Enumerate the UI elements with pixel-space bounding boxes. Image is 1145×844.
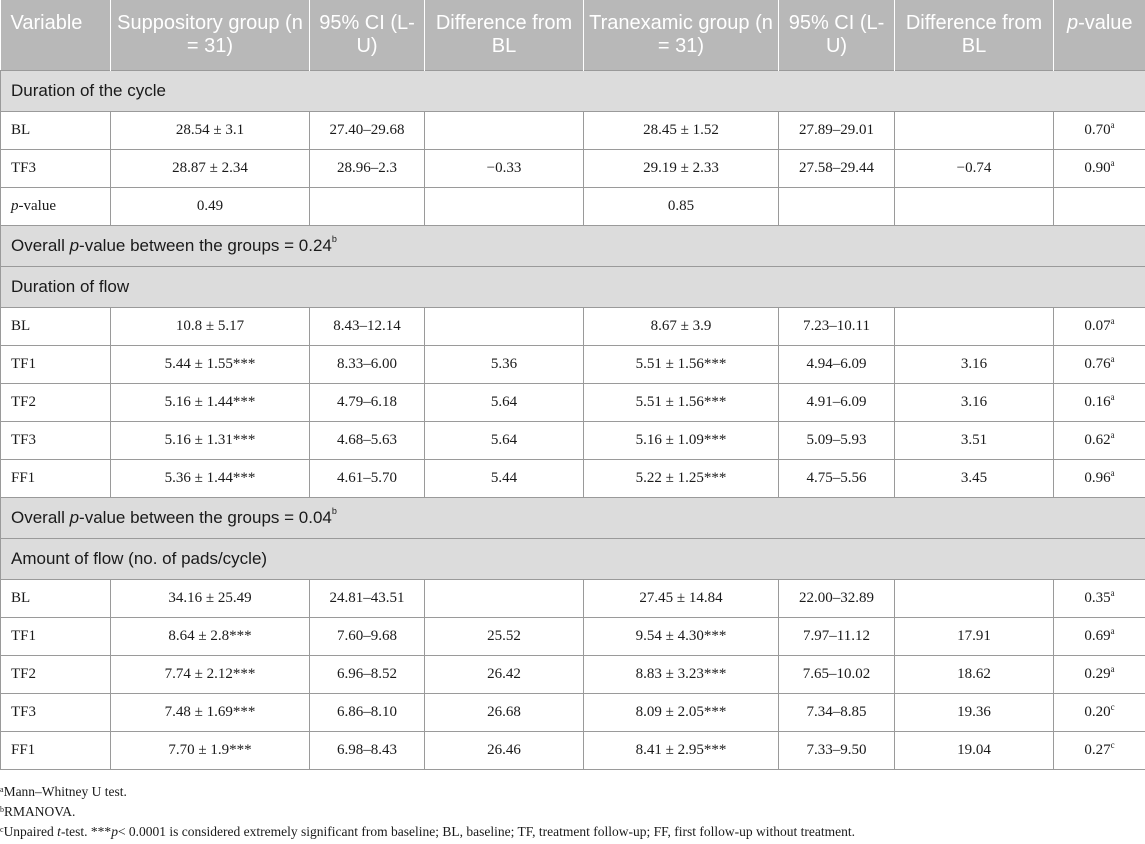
difference-1-value xyxy=(425,307,584,345)
row-label: FF1 xyxy=(1,459,111,497)
ci-2-value: 7.65–10.02 xyxy=(779,655,895,693)
p-value xyxy=(1054,693,1145,731)
difference-2-value: 3.45 xyxy=(895,459,1054,497)
ci-1-value: 6.98–8.43 xyxy=(310,731,425,769)
footnote-a-marker: a xyxy=(0,785,4,794)
difference-1-value: 5.64 xyxy=(425,383,584,421)
ci-2-value: 7.23–10.11 xyxy=(779,307,895,345)
overall-prefix: Overall xyxy=(11,235,70,255)
difference-2-value xyxy=(895,187,1054,225)
footnotes xyxy=(0,782,855,842)
difference-2-value: 3.51 xyxy=(895,421,1054,459)
table-header xyxy=(1,0,1145,70)
ci-1-value: 6.86–8.10 xyxy=(310,693,425,731)
p-value-number: 0.70 xyxy=(1084,121,1111,138)
ci-1-value: 4.68–5.63 xyxy=(310,421,425,459)
row-label: TF3 xyxy=(1,693,111,731)
table-row xyxy=(1,307,1145,345)
overall-p-italic: p xyxy=(69,235,80,255)
difference-1-value: 5.64 xyxy=(425,421,584,459)
footnote-c-p: p xyxy=(111,824,118,839)
suppository-value: 5.16 ± 1.44*** xyxy=(111,383,310,421)
ci-2-value: 4.91–6.09 xyxy=(779,383,895,421)
suppository-value: 34.16 ± 25.49 xyxy=(111,579,310,617)
p-value-number: 0.62 xyxy=(1084,431,1111,448)
footnote-c-pre: Unpaired xyxy=(3,824,58,839)
section-header-row xyxy=(1,266,1145,307)
suppository-value: 0.49 xyxy=(111,187,310,225)
p-value-number: 0.35 xyxy=(1084,589,1111,606)
overall-p-text xyxy=(1,497,1145,538)
ci-2-value: 27.58–29.44 xyxy=(779,149,895,187)
suppository-value: 10.8 ± 5.17 xyxy=(111,307,310,345)
difference-1-value: 26.42 xyxy=(425,655,584,693)
row-label: TF2 xyxy=(1,655,111,693)
difference-1-value: 26.46 xyxy=(425,731,584,769)
difference-2-value: 17.91 xyxy=(895,617,1054,655)
tranexamic-value: 29.19 ± 2.33 xyxy=(584,149,779,187)
header-variable xyxy=(1,0,111,70)
section-header-row xyxy=(1,538,1145,579)
suppository-value: 5.16 ± 1.31*** xyxy=(111,421,310,459)
ci-2-value: 5.09–5.93 xyxy=(779,421,895,459)
p-value-number: 0.29 xyxy=(1084,665,1111,682)
header-ci-2-label: 95% CI (L-U) xyxy=(788,12,885,57)
suppository-value: 28.54 ± 3.1 xyxy=(111,111,310,149)
row-label-rest: -value xyxy=(18,197,56,214)
tranexamic-value: 5.51 ± 1.56*** xyxy=(584,345,779,383)
table-row xyxy=(1,383,1145,421)
p-value xyxy=(1054,421,1145,459)
header-difference-1 xyxy=(425,0,584,70)
p-value xyxy=(1054,617,1145,655)
footnote-a-text: Mann–Whitney U test. xyxy=(3,784,127,799)
p-value-test-marker: a xyxy=(1110,587,1115,598)
table-row xyxy=(1,421,1145,459)
footnote-c-rest: < 0.0001 is considered extremely significant from baseline; BL, baseline; TF, treatment follow-up; FF, first follow-up without treatment. xyxy=(117,824,855,839)
overall-marker: b xyxy=(331,505,337,516)
p-value-number: 0.90 xyxy=(1084,159,1111,176)
p-value-test-marker: a xyxy=(1110,119,1115,130)
table-row xyxy=(1,187,1145,225)
row-label xyxy=(1,187,111,225)
p-value-number: 0.07 xyxy=(1084,317,1111,334)
p-value xyxy=(1054,459,1145,497)
p-value xyxy=(1054,111,1145,149)
table-row xyxy=(1,579,1145,617)
suppository-value: 7.70 ± 1.9*** xyxy=(111,731,310,769)
ci-2-value: 7.34–8.85 xyxy=(779,693,895,731)
ci-1-value: 27.40–29.68 xyxy=(310,111,425,149)
tranexamic-value: 8.83 ± 3.23*** xyxy=(584,655,779,693)
table-row xyxy=(1,617,1145,655)
overall-p-italic: p xyxy=(69,507,80,527)
difference-2-value: 3.16 xyxy=(895,383,1054,421)
p-value-test-marker: a xyxy=(1110,391,1115,402)
difference-1-value: −0.33 xyxy=(425,149,584,187)
p-value-test-marker: c xyxy=(1110,739,1115,750)
row-label: TF1 xyxy=(1,617,111,655)
difference-2-value: 19.36 xyxy=(895,693,1054,731)
tranexamic-value: 5.16 ± 1.09*** xyxy=(584,421,779,459)
p-value-number: 0.76 xyxy=(1084,355,1111,372)
header-suppository-group xyxy=(111,0,310,70)
table-row xyxy=(1,459,1145,497)
p-value xyxy=(1054,731,1145,769)
row-label: TF3 xyxy=(1,149,111,187)
footnote-c-marker: c xyxy=(0,825,4,834)
ci-1-value: 24.81–43.51 xyxy=(310,579,425,617)
ci-1-value: 8.33–6.00 xyxy=(310,345,425,383)
difference-1-value xyxy=(425,187,584,225)
overall-marker: b xyxy=(331,233,337,244)
header-p-value xyxy=(1054,0,1145,70)
p-value-test-marker: a xyxy=(1110,467,1115,478)
p-value-number: 0.20 xyxy=(1084,703,1111,720)
footnote-c xyxy=(0,822,855,842)
header-tranexamic-group xyxy=(584,0,779,70)
overall-p-row xyxy=(1,497,1145,538)
difference-1-value: 5.36 xyxy=(425,345,584,383)
footnote-b-marker: b xyxy=(0,805,4,814)
table-row xyxy=(1,111,1145,149)
difference-2-value: 3.16 xyxy=(895,345,1054,383)
p-value-test-marker: a xyxy=(1110,315,1115,326)
difference-2-value: 18.62 xyxy=(895,655,1054,693)
table-row xyxy=(1,731,1145,769)
overall-rest: -value between the groups = 0.24 xyxy=(79,235,332,255)
row-label: TF2 xyxy=(1,383,111,421)
table-row xyxy=(1,693,1145,731)
overall-p-row xyxy=(1,225,1145,266)
ci-2-value xyxy=(779,187,895,225)
difference-1-value: 26.68 xyxy=(425,693,584,731)
suppository-value: 8.64 ± 2.8*** xyxy=(111,617,310,655)
footnote-c-t: t xyxy=(57,824,61,839)
p-value xyxy=(1054,383,1145,421)
suppository-value: 7.74 ± 2.12*** xyxy=(111,655,310,693)
header-difference-1-label: Difference from BL xyxy=(435,12,573,57)
tranexamic-value: 0.85 xyxy=(584,187,779,225)
difference-1-value xyxy=(425,111,584,149)
header-ci-1 xyxy=(310,0,425,70)
row-label: BL xyxy=(1,111,111,149)
overall-p-text xyxy=(1,225,1145,266)
p-value xyxy=(1054,187,1145,225)
p-value xyxy=(1054,149,1145,187)
p-value xyxy=(1054,579,1145,617)
p-value xyxy=(1054,345,1145,383)
p-value-number: 0.96 xyxy=(1084,469,1111,486)
overall-rest: -value between the groups = 0.04 xyxy=(79,507,332,527)
header-variable-label: Variable xyxy=(10,12,83,34)
tranexamic-value: 8.67 ± 3.9 xyxy=(584,307,779,345)
tranexamic-value: 5.22 ± 1.25*** xyxy=(584,459,779,497)
header-ci-1-label: 95% CI (L-U) xyxy=(319,12,415,57)
ci-1-value: 8.43–12.14 xyxy=(310,307,425,345)
table-row xyxy=(1,655,1145,693)
header-ci-2 xyxy=(779,0,895,70)
ci-1-value: 7.60–9.68 xyxy=(310,617,425,655)
p-value-number: 0.69 xyxy=(1084,627,1111,644)
row-label: TF3 xyxy=(1,421,111,459)
suppository-value: 28.87 ± 2.34 xyxy=(111,149,310,187)
header-difference-2-label: Difference from BL xyxy=(905,12,1043,57)
section-title: Duration of flow xyxy=(1,266,1145,307)
row-label: BL xyxy=(1,307,111,345)
table-row xyxy=(1,149,1145,187)
difference-2-value: 19.04 xyxy=(895,731,1054,769)
footnote-b-text: RMANOVA. xyxy=(4,804,76,819)
p-value-test-marker: a xyxy=(1110,625,1115,636)
difference-1-value: 5.44 xyxy=(425,459,584,497)
section-title: Duration of the cycle xyxy=(1,70,1145,111)
difference-2-value xyxy=(895,111,1054,149)
row-label-italic: p xyxy=(11,197,19,214)
tranexamic-value: 9.54 ± 4.30*** xyxy=(584,617,779,655)
ci-1-value: 4.61–5.70 xyxy=(310,459,425,497)
ci-2-value: 7.33–9.50 xyxy=(779,731,895,769)
footnote-c-mid: -test. *** xyxy=(60,824,112,839)
header-suppository-group-label: Suppository group (n = 31) xyxy=(117,12,303,57)
ci-2-value: 7.97–11.12 xyxy=(779,617,895,655)
row-label: FF1 xyxy=(1,731,111,769)
p-value-test-marker: a xyxy=(1110,157,1115,168)
tranexamic-value: 5.51 ± 1.56*** xyxy=(584,383,779,421)
header-p-rest: -value xyxy=(1078,12,1133,34)
ci-2-value: 4.94–6.09 xyxy=(779,345,895,383)
table-row xyxy=(1,345,1145,383)
ci-1-value: 4.79–6.18 xyxy=(310,383,425,421)
p-value xyxy=(1054,655,1145,693)
tranexamic-value: 8.09 ± 2.05*** xyxy=(584,693,779,731)
difference-2-value xyxy=(895,579,1054,617)
p-value xyxy=(1054,307,1145,345)
header-difference-2 xyxy=(895,0,1054,70)
p-value-test-marker: a xyxy=(1110,429,1115,440)
ci-1-value xyxy=(310,187,425,225)
difference-2-value: −0.74 xyxy=(895,149,1054,187)
table-body xyxy=(1,70,1145,769)
ci-1-value: 28.96–2.3 xyxy=(310,149,425,187)
suppository-value: 7.48 ± 1.69*** xyxy=(111,693,310,731)
footnote-b xyxy=(0,802,855,822)
p-value-test-marker: a xyxy=(1110,353,1115,364)
suppository-value: 5.44 ± 1.55*** xyxy=(111,345,310,383)
tranexamic-value: 28.45 ± 1.52 xyxy=(584,111,779,149)
footnote-a xyxy=(0,782,855,802)
difference-1-value: 25.52 xyxy=(425,617,584,655)
overall-prefix: Overall xyxy=(11,507,70,527)
p-value-number: 0.16 xyxy=(1084,393,1111,410)
p-value-test-marker: a xyxy=(1110,663,1115,674)
difference-1-value xyxy=(425,579,584,617)
row-label: BL xyxy=(1,579,111,617)
suppository-value: 5.36 ± 1.44*** xyxy=(111,459,310,497)
header-tranexamic-group-label: Tranexamic group (n = 31) xyxy=(589,12,773,57)
tranexamic-value: 8.41 ± 2.95*** xyxy=(584,731,779,769)
ci-2-value: 22.00–32.89 xyxy=(779,579,895,617)
section-title: Amount of flow (no. of pads/cycle) xyxy=(1,538,1145,579)
ci-2-value: 4.75–5.56 xyxy=(779,459,895,497)
header-p-italic: p xyxy=(1066,12,1079,34)
p-value-test-marker: c xyxy=(1110,701,1115,712)
ci-1-value: 6.96–8.52 xyxy=(310,655,425,693)
ci-2-value: 27.89–29.01 xyxy=(779,111,895,149)
section-header-row xyxy=(1,70,1145,111)
p-value-number: 0.27 xyxy=(1084,741,1111,758)
row-label: TF1 xyxy=(1,345,111,383)
tranexamic-value: 27.45 ± 14.84 xyxy=(584,579,779,617)
difference-2-value xyxy=(895,307,1054,345)
